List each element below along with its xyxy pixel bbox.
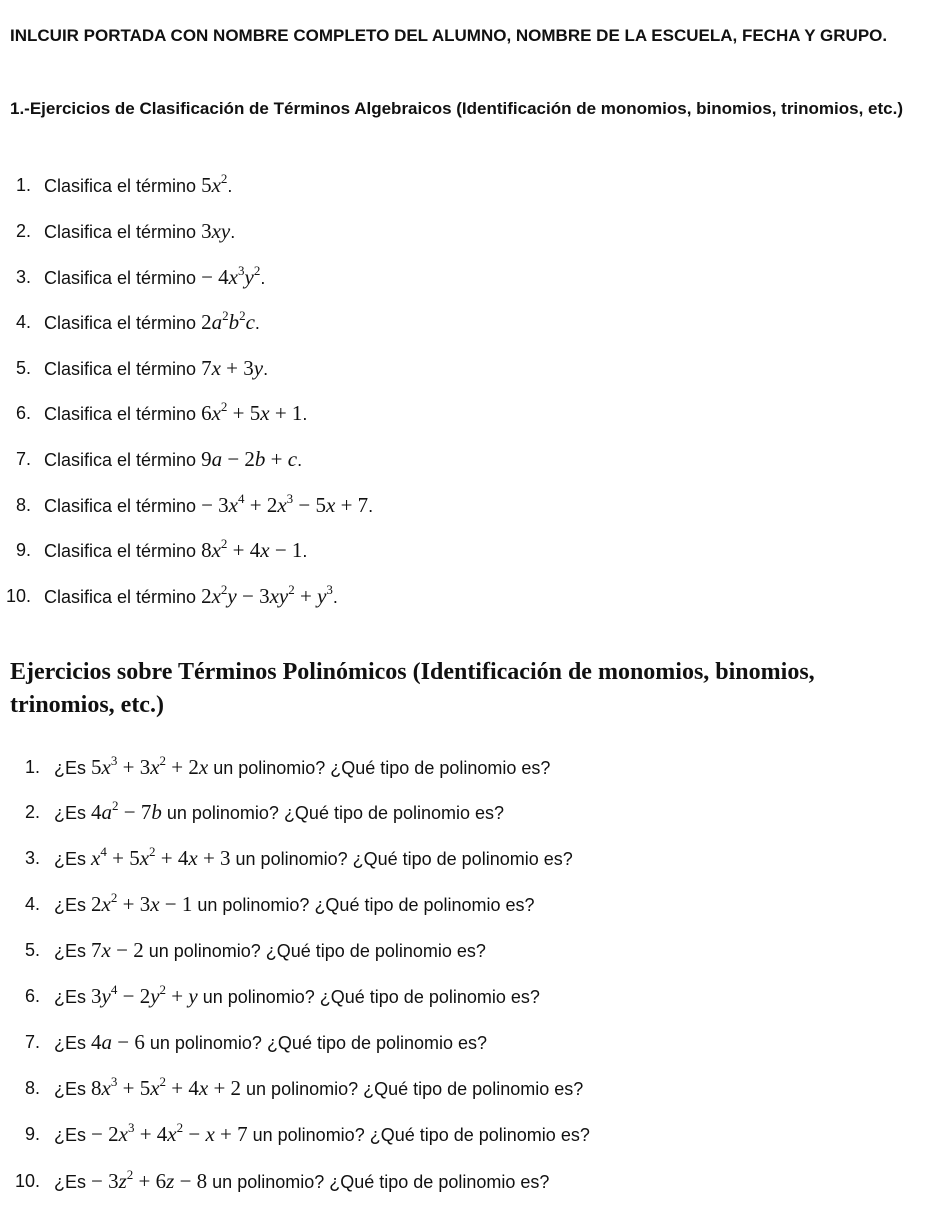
math-expression: − $3x^4 + 2x^3 - 5x + 7$ — [201, 491, 369, 517]
item-prefix: ¿Es — [54, 941, 92, 961]
math-expression: $2x^2y - 3xy^2 + y^3$ — [201, 582, 333, 608]
item-number: 9. — [24, 1124, 40, 1144]
item-text: Clasifica el término 7x + 3y. — [44, 356, 269, 380]
item-number: 8. — [24, 1078, 40, 1098]
instructions-heading: INLCUIR PORTADA CON NOMBRE COMPLETO DEL ALUMNO, NOMBRE DE LA ESCUELA, FECHA Y GRUPO. — [10, 26, 888, 45]
item-number: 5. — [24, 940, 40, 960]
item-prefix: ¿Es — [54, 849, 92, 869]
item-number: 10. — [14, 1171, 40, 1191]
math-expression: $x^4 + 5x^2 + 4x + 3$ — [91, 844, 231, 870]
item-prefix: ¿Es — [54, 1079, 92, 1099]
item-suffix: un polinomio? ¿Qué tipo de polinomio es? — [208, 758, 551, 778]
item-number: 2. — [15, 221, 31, 241]
item-prefix: Clasifica el término — [44, 541, 202, 561]
item-suffix: un polinomio? ¿Qué tipo de polinomio es? — [143, 941, 486, 961]
item-prefix: ¿Es — [54, 1125, 92, 1145]
item-text — [54, 752, 550, 783]
item-prefix: ¿Es — [54, 803, 92, 823]
item-text — [54, 1073, 583, 1104]
item-number: 1. — [15, 175, 31, 195]
math-expression: $8x^3 + 5x^2 + 4x + 2$ — [91, 1074, 242, 1100]
item-suffix: un polinomio? ¿Qué tipo de polinomio es? — [207, 1172, 550, 1192]
math-expression: 4a − 6 — [91, 1030, 145, 1054]
math-expression: $6x^2 + 5x + 1$ — [201, 399, 303, 425]
item-prefix: Clasifica el término — [44, 268, 202, 288]
item-text — [54, 1166, 549, 1197]
item-number: 10. — [5, 586, 31, 606]
item-suffix: un polinomio? ¿Qué tipo de polinomio es? — [247, 1125, 590, 1145]
item-number: 9. — [15, 540, 31, 560]
item-suffix: un polinomio? ¿Qué tipo de polinomio es? — [161, 803, 505, 823]
item-prefix: Clasifica el término — [44, 496, 202, 516]
item-text: Clasifica el término $6x^2 + 5x + 1$. — [44, 399, 308, 425]
item-text: Clasifica el término − $3x^4 + 2x^3 - 5x + 7$. — [44, 491, 374, 517]
item-prefix: Clasifica el término — [44, 450, 202, 470]
item-prefix: Clasifica el término — [44, 404, 202, 424]
item-text — [54, 843, 573, 874]
item-text — [54, 797, 504, 828]
item-prefix: ¿Es — [54, 895, 92, 915]
item-suffix: un polinomio? ¿Qué tipo de polinomio es? — [230, 849, 573, 869]
math-expression: $4a^2 - 7b$ — [91, 798, 162, 824]
item-suffix: un polinomio? ¿Qué tipo de polinomio es? — [192, 895, 535, 915]
item-prefix: Clasifica el término — [44, 176, 202, 196]
item-text — [54, 981, 540, 1012]
item-prefix: Clasifica el término — [44, 222, 202, 242]
item-prefix: Clasifica el término — [44, 313, 202, 333]
item-text: Clasifica el término 3xy. — [44, 219, 236, 243]
item-text: Clasifica el término $8x^2 + 4x - 1$. — [44, 536, 308, 562]
item-prefix: Clasifica el término — [44, 359, 202, 379]
math-expression: − $3z^2 + 6z - 8$ — [91, 1167, 208, 1193]
item-text: Clasifica el término $5x^2$. — [44, 171, 233, 197]
item-prefix: ¿Es — [54, 1033, 92, 1053]
item-text — [54, 1027, 487, 1058]
math-expression: − $4x^3y^2$ — [201, 263, 261, 289]
item-number: 7. — [15, 449, 31, 469]
math-expression: 9a − 2b + c — [201, 447, 298, 471]
math-expression: 7x + 3y — [201, 356, 264, 380]
math-expression: $5x^2$ — [201, 171, 228, 197]
section2-title: Ejercicios sobre Términos Polinómicos (Identificación de monomios, binomios, trinomios, etc.) — [10, 659, 815, 718]
item-number: 2. — [24, 802, 40, 822]
item-text — [54, 935, 486, 966]
item-text: Clasifica el término 9a − 2b + c. — [44, 447, 303, 471]
math-expression: − $2x^3 + 4x^2 - x + 7$ — [91, 1120, 248, 1146]
item-prefix: ¿Es — [54, 1172, 92, 1192]
item-number: 6. — [24, 986, 40, 1006]
math-expression: 7x − 2 — [91, 938, 144, 962]
item-number: 7. — [24, 1032, 40, 1052]
item-prefix: ¿Es — [54, 758, 92, 778]
item-text: Clasifica el término $2a^2b^2c$. — [44, 308, 260, 334]
item-text: Clasifica el término $2x^2y - 3xy^2 + y^3$. — [44, 582, 338, 608]
item-number: 1. — [24, 757, 40, 777]
math-expression: $5x^3 + 3x^2 + 2x$ — [91, 753, 209, 779]
item-number: 3. — [24, 848, 40, 868]
item-prefix: Clasifica el término — [44, 587, 202, 607]
item-suffix: un polinomio? ¿Qué tipo de polinomio es? — [197, 987, 540, 1007]
item-text — [54, 1119, 590, 1150]
item-suffix: un polinomio? ¿Qué tipo de polinomio es? — [144, 1033, 488, 1053]
item-number: 5. — [15, 358, 31, 378]
item-text: Clasifica el término − $4x^3y^2$. — [44, 263, 266, 289]
item-prefix: ¿Es — [54, 987, 92, 1007]
math-expression: $8x^2 + 4x - 1$ — [201, 536, 303, 562]
item-number: 3. — [15, 267, 31, 287]
math-expression: $2x^2 + 3x - 1$ — [91, 890, 193, 916]
math-expression: 3xy — [201, 219, 231, 243]
math-expression: $2a^2b^2c$ — [201, 308, 255, 334]
item-text — [54, 889, 535, 920]
math-expression: $3y^4 - 2y^2 + y$ — [91, 982, 198, 1008]
item-number: 6. — [15, 403, 31, 423]
item-number: 4. — [15, 312, 31, 332]
item-suffix: un polinomio? ¿Qué tipo de polinomio es? — [241, 1079, 584, 1099]
section1-title: 1.-Ejercicios de Clasificación de Términos Algebraicos (Identificación de monomios, binomios, trinomios, etc.) — [10, 99, 904, 118]
item-number: 8. — [15, 495, 31, 515]
item-number: 4. — [24, 894, 40, 914]
